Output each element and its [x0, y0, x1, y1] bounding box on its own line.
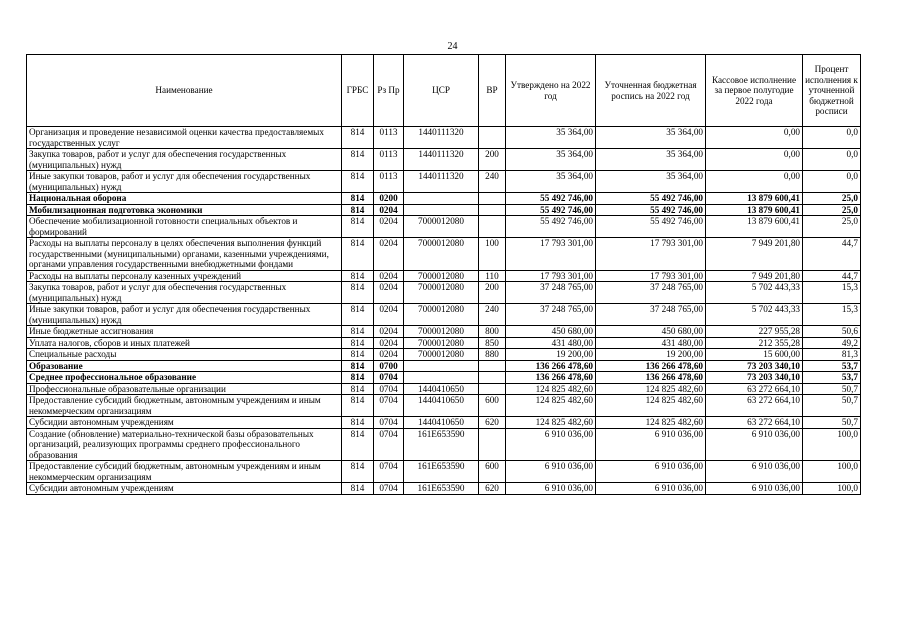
cell-grbs: 814 [342, 395, 374, 417]
cell-grbs: 814 [342, 372, 374, 384]
cell-refined: 6 910 036,00 [596, 483, 706, 495]
cell-csr: 1440111320 [404, 149, 479, 171]
cell-rzpr: 0204 [374, 216, 404, 238]
table-header-row [27, 55, 861, 127]
cell-grbs: 814 [342, 149, 374, 171]
cell-name: Мобилизационная подготовка экономики [27, 204, 342, 216]
cell-cash: 6 910 036,00 [706, 483, 803, 495]
cell-refined: 136 266 478,60 [596, 360, 706, 372]
cell-csr: 1440111320 [404, 171, 479, 193]
cell-approved: 55 492 746,00 [506, 216, 596, 238]
cell-rzpr: 0704 [374, 372, 404, 384]
cell-cash: 7 949 201,80 [706, 270, 803, 282]
table-row [27, 193, 861, 205]
header-cash: Кассовое исполнение за первое полугодие 2022 года [706, 55, 803, 127]
cell-cash: 7 949 201,80 [706, 238, 803, 271]
cell-percent: 0,0 [803, 127, 861, 149]
cell-percent: 49,2 [803, 337, 861, 349]
cell-name: Обеспечение мобилизационной готовности специальных объектов и формирований [27, 216, 342, 238]
cell-grbs: 814 [342, 204, 374, 216]
cell-approved: 6 910 036,00 [506, 483, 596, 495]
header-percent: Процент исполнения к уточненной бюджетной росписи [803, 55, 861, 127]
cell-cash: 13 879 600,41 [706, 193, 803, 205]
cell-approved: 6 910 036,00 [506, 461, 596, 483]
cell-grbs: 814 [342, 383, 374, 395]
cell-approved: 124 825 482,60 [506, 383, 596, 395]
cell-approved: 35 364,00 [506, 171, 596, 193]
cell-approved: 124 825 482,60 [506, 395, 596, 417]
cell-approved: 19 200,00 [506, 349, 596, 361]
cell-percent: 100,0 [803, 461, 861, 483]
table-row [27, 417, 861, 429]
cell-csr: 161E653590 [404, 483, 479, 495]
cell-percent: 44,7 [803, 270, 861, 282]
table-body [27, 127, 861, 495]
cell-name: Организация и проведение независимой оценки качества предоставляемых государственных услуг [27, 127, 342, 149]
cell-refined: 35 364,00 [596, 149, 706, 171]
cell-name: Специальные расходы [27, 349, 342, 361]
cell-rzpr: 0204 [374, 204, 404, 216]
cell-approved: 124 825 482,60 [506, 417, 596, 429]
cell-grbs: 814 [342, 171, 374, 193]
table-row [27, 270, 861, 282]
cell-csr: 7000012080 [404, 349, 479, 361]
cell-grbs: 814 [342, 326, 374, 338]
cell-percent: 50,7 [803, 395, 861, 417]
cell-vr: 110 [479, 270, 506, 282]
cell-approved: 136 266 478,60 [506, 372, 596, 384]
cell-name: Образование [27, 360, 342, 372]
cell-csr: 7000012080 [404, 216, 479, 238]
cell-name: Субсидии автономным учреждениям [27, 417, 342, 429]
table-row [27, 372, 861, 384]
cell-percent: 44,7 [803, 238, 861, 271]
cell-percent: 0,0 [803, 149, 861, 171]
cell-grbs: 814 [342, 428, 374, 461]
cell-percent: 15,3 [803, 282, 861, 304]
cell-grbs: 814 [342, 127, 374, 149]
cell-vr [479, 372, 506, 384]
table-row [27, 149, 861, 171]
cell-vr: 850 [479, 337, 506, 349]
cell-cash: 63 272 664,10 [706, 383, 803, 395]
cell-csr: 1440410650 [404, 417, 479, 429]
cell-approved: 450 680,00 [506, 326, 596, 338]
cell-grbs: 814 [342, 360, 374, 372]
page-number: 24 [447, 41, 458, 52]
cell-csr: 7000012080 [404, 326, 479, 338]
cell-percent: 0,0 [803, 171, 861, 193]
table-row [27, 461, 861, 483]
cell-approved: 55 492 746,00 [506, 204, 596, 216]
cell-refined: 450 680,00 [596, 326, 706, 338]
cell-refined: 19 200,00 [596, 349, 706, 361]
cell-grbs: 814 [342, 282, 374, 304]
cell-cash: 0,00 [706, 171, 803, 193]
cell-csr [404, 204, 479, 216]
cell-refined: 136 266 478,60 [596, 372, 706, 384]
table-row [27, 204, 861, 216]
cell-csr: 1440410650 [404, 395, 479, 417]
cell-percent: 53,7 [803, 360, 861, 372]
table-row [27, 395, 861, 417]
header-name: Наименование [27, 55, 342, 127]
cell-grbs: 814 [342, 238, 374, 271]
cell-cash: 13 879 600,41 [706, 216, 803, 238]
cell-vr: 880 [479, 349, 506, 361]
table-row [27, 337, 861, 349]
cell-grbs: 814 [342, 349, 374, 361]
cell-vr [479, 193, 506, 205]
cell-csr: 7000012080 [404, 270, 479, 282]
cell-csr: 1440410650 [404, 383, 479, 395]
cell-vr: 600 [479, 395, 506, 417]
header-rzpr: Рз Пр [374, 55, 404, 127]
cell-vr [479, 383, 506, 395]
cell-refined: 17 793 301,00 [596, 270, 706, 282]
cell-cash: 5 702 443,33 [706, 282, 803, 304]
header-refined: Уточненная бюджетная роспись на 2022 год [596, 55, 706, 127]
table-row [27, 127, 861, 149]
cell-grbs: 814 [342, 417, 374, 429]
cell-vr: 200 [479, 282, 506, 304]
cell-name: Предоставление субсидий бюджетным, автономным учреждениям и иным некоммерческим организациям [27, 395, 342, 417]
cell-percent: 15,3 [803, 304, 861, 326]
cell-vr [479, 204, 506, 216]
cell-cash: 0,00 [706, 127, 803, 149]
table-row [27, 238, 861, 271]
cell-csr: 7000012080 [404, 238, 479, 271]
cell-cash: 212 355,28 [706, 337, 803, 349]
cell-rzpr: 0200 [374, 193, 404, 205]
cell-refined: 124 825 482,60 [596, 417, 706, 429]
cell-refined: 35 364,00 [596, 171, 706, 193]
cell-refined: 37 248 765,00 [596, 304, 706, 326]
cell-vr [479, 360, 506, 372]
cell-name: Закупка товаров, работ и услуг для обеспечения государственных (муниципальных) нужд [27, 282, 342, 304]
cell-percent: 53,7 [803, 372, 861, 384]
cell-csr: 7000012080 [404, 282, 479, 304]
cell-vr: 240 [479, 304, 506, 326]
cell-cash: 6 910 036,00 [706, 461, 803, 483]
cell-percent: 25,0 [803, 204, 861, 216]
cell-vr [479, 216, 506, 238]
cell-vr: 100 [479, 238, 506, 271]
cell-rzpr: 0204 [374, 238, 404, 271]
cell-rzpr: 0704 [374, 483, 404, 495]
cell-csr: 7000012080 [404, 304, 479, 326]
cell-percent: 81,3 [803, 349, 861, 361]
cell-rzpr: 0704 [374, 417, 404, 429]
cell-percent: 50,7 [803, 383, 861, 395]
cell-refined: 17 793 301,00 [596, 238, 706, 271]
cell-refined: 55 492 746,00 [596, 216, 706, 238]
cell-percent: 50,6 [803, 326, 861, 338]
cell-cash: 0,00 [706, 149, 803, 171]
cell-approved: 17 793 301,00 [506, 238, 596, 271]
table-row [27, 360, 861, 372]
cell-cash: 5 702 443,33 [706, 304, 803, 326]
cell-vr [479, 428, 506, 461]
cell-vr: 600 [479, 461, 506, 483]
cell-grbs: 814 [342, 461, 374, 483]
cell-cash: 227 955,28 [706, 326, 803, 338]
cell-refined: 37 248 765,00 [596, 282, 706, 304]
cell-csr: 161E653590 [404, 461, 479, 483]
cell-refined: 35 364,00 [596, 127, 706, 149]
cell-grbs: 814 [342, 337, 374, 349]
cell-name: Иные закупки товаров, работ и услуг для обеспечения государственных (муниципальных) нужд [27, 171, 342, 193]
cell-cash: 13 879 600,41 [706, 204, 803, 216]
cell-rzpr: 0113 [374, 171, 404, 193]
cell-approved: 37 248 765,00 [506, 282, 596, 304]
cell-refined: 124 825 482,60 [596, 383, 706, 395]
table-row [27, 383, 861, 395]
cell-vr: 240 [479, 171, 506, 193]
cell-rzpr: 0704 [374, 428, 404, 461]
table-row [27, 483, 861, 495]
cell-csr [404, 193, 479, 205]
cell-cash: 15 600,00 [706, 349, 803, 361]
cell-name: Иные закупки товаров, работ и услуг для обеспечения государственных (муниципальных) нужд [27, 304, 342, 326]
cell-name: Уплата налогов, сборов и иных платежей [27, 337, 342, 349]
cell-name: Закупка товаров, работ и услуг для обеспечения государственных (муниципальных) нужд [27, 149, 342, 171]
cell-approved: 35 364,00 [506, 127, 596, 149]
cell-vr: 200 [479, 149, 506, 171]
cell-grbs: 814 [342, 193, 374, 205]
cell-refined: 55 492 746,00 [596, 204, 706, 216]
cell-approved: 6 910 036,00 [506, 428, 596, 461]
cell-approved: 55 492 746,00 [506, 193, 596, 205]
cell-rzpr: 0204 [374, 270, 404, 282]
cell-refined: 6 910 036,00 [596, 428, 706, 461]
cell-grbs: 814 [342, 216, 374, 238]
cell-rzpr: 0204 [374, 304, 404, 326]
cell-rzpr: 0704 [374, 395, 404, 417]
cell-approved: 431 480,00 [506, 337, 596, 349]
table-row [27, 171, 861, 193]
cell-refined: 124 825 482,60 [596, 395, 706, 417]
cell-name: Предоставление субсидий бюджетным, автономным учреждениям и иным некоммерческим организациям [27, 461, 342, 483]
cell-approved: 35 364,00 [506, 149, 596, 171]
cell-percent: 25,0 [803, 216, 861, 238]
cell-vr: 800 [479, 326, 506, 338]
cell-rzpr: 0204 [374, 337, 404, 349]
header-grbs: ГРБС [342, 55, 374, 127]
cell-percent: 50,7 [803, 417, 861, 429]
cell-cash: 73 203 340,10 [706, 360, 803, 372]
cell-rzpr: 0700 [374, 360, 404, 372]
cell-name: Иные бюджетные ассигнования [27, 326, 342, 338]
cell-name: Субсидии автономным учреждениям [27, 483, 342, 495]
cell-vr [479, 127, 506, 149]
cell-csr: 161E653590 [404, 428, 479, 461]
cell-rzpr: 0204 [374, 349, 404, 361]
header-vr: ВР [479, 55, 506, 127]
cell-rzpr: 0113 [374, 149, 404, 171]
cell-cash: 63 272 664,10 [706, 395, 803, 417]
cell-rzpr: 0204 [374, 326, 404, 338]
table-row [27, 216, 861, 238]
cell-approved: 37 248 765,00 [506, 304, 596, 326]
cell-name: Расходы на выплаты персоналу казенных учреждений [27, 270, 342, 282]
table-row [27, 428, 861, 461]
cell-rzpr: 0704 [374, 461, 404, 483]
cell-vr: 620 [479, 483, 506, 495]
cell-grbs: 814 [342, 304, 374, 326]
table-row [27, 326, 861, 338]
cell-refined: 6 910 036,00 [596, 461, 706, 483]
header-csr: ЦСР [404, 55, 479, 127]
cell-refined: 55 492 746,00 [596, 193, 706, 205]
cell-name: Расходы на выплаты персоналу в целях обеспечения выполнения функций государственными (муниципальными) органами, казенными учреждениями, органами управления государственными внебюджетными фондами [27, 238, 342, 271]
cell-grbs: 814 [342, 270, 374, 282]
cell-rzpr: 0704 [374, 383, 404, 395]
cell-name: Национальная оборона [27, 193, 342, 205]
cell-csr [404, 360, 479, 372]
table-row [27, 304, 861, 326]
cell-approved: 136 266 478,60 [506, 360, 596, 372]
cell-percent: 100,0 [803, 428, 861, 461]
cell-csr: 1440111320 [404, 127, 479, 149]
budget-execution-table [26, 54, 861, 495]
cell-rzpr: 0204 [374, 282, 404, 304]
cell-cash: 6 910 036,00 [706, 428, 803, 461]
cell-approved: 17 793 301,00 [506, 270, 596, 282]
cell-cash: 73 203 340,10 [706, 372, 803, 384]
cell-grbs: 814 [342, 483, 374, 495]
cell-csr [404, 372, 479, 384]
header-approved: Утверждено на 2022 год [506, 55, 596, 127]
cell-cash: 63 272 664,10 [706, 417, 803, 429]
table-row [27, 282, 861, 304]
cell-percent: 25,0 [803, 193, 861, 205]
table-row [27, 349, 861, 361]
cell-name: Среднее профессиональное образование [27, 372, 342, 384]
cell-name: Создание (обновление) материально-технической базы образовательных организаций, реализующих программы среднего профессионального образования [27, 428, 342, 461]
cell-rzpr: 0113 [374, 127, 404, 149]
cell-refined: 431 480,00 [596, 337, 706, 349]
cell-vr: 620 [479, 417, 506, 429]
cell-name: Профессиональные образовательные организации [27, 383, 342, 395]
cell-csr: 7000012080 [404, 337, 479, 349]
cell-percent: 100,0 [803, 483, 861, 495]
